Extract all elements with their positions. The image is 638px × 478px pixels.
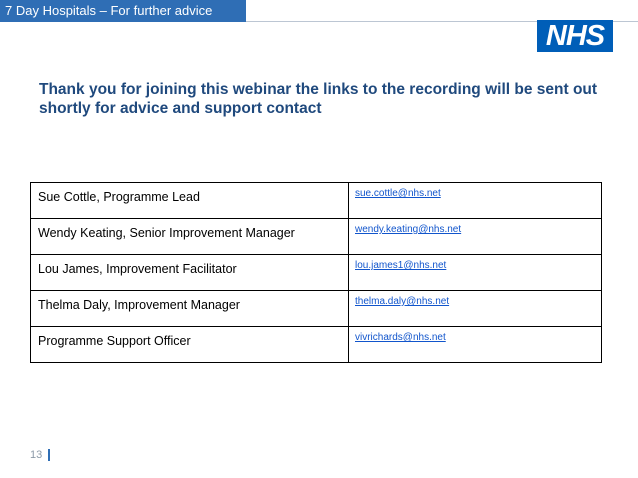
- table-row: [31, 255, 602, 291]
- contact-email-link[interactable]: thelma.daly@nhs.net: [349, 291, 602, 327]
- contact-email-link[interactable]: sue.cottle@nhs.net: [349, 183, 602, 219]
- contact-name: Programme Support Officer: [31, 327, 349, 363]
- contact-name: Wendy Keating, Senior Improvement Manager: [31, 219, 349, 255]
- contact-email-link[interactable]: lou.james1@nhs.net: [349, 255, 602, 291]
- footer-divider: [48, 449, 50, 461]
- table-row: [31, 327, 602, 363]
- contact-name: Thelma Daly, Improvement Manager: [31, 291, 349, 327]
- section-tag: 7 Day Hospitals – For further advice: [0, 0, 246, 22]
- contact-email-link[interactable]: wendy.keating@nhs.net: [349, 219, 602, 255]
- page-title: Thank you for joining this webinar the links to the recording will be sent out shortly for advice and support contact: [39, 81, 598, 117]
- nhs-logo: NHS: [537, 20, 613, 52]
- contact-email-link[interactable]: vivrichards@nhs.net: [349, 327, 602, 363]
- contact-name: Sue Cottle, Programme Lead: [31, 183, 349, 219]
- contact-name: Lou James, Improvement Facilitator: [31, 255, 349, 291]
- table-row: [31, 183, 602, 219]
- contacts-table: [30, 182, 602, 363]
- page-number: 13: [30, 449, 43, 461]
- table-row: [31, 219, 602, 255]
- table-row: [31, 291, 602, 327]
